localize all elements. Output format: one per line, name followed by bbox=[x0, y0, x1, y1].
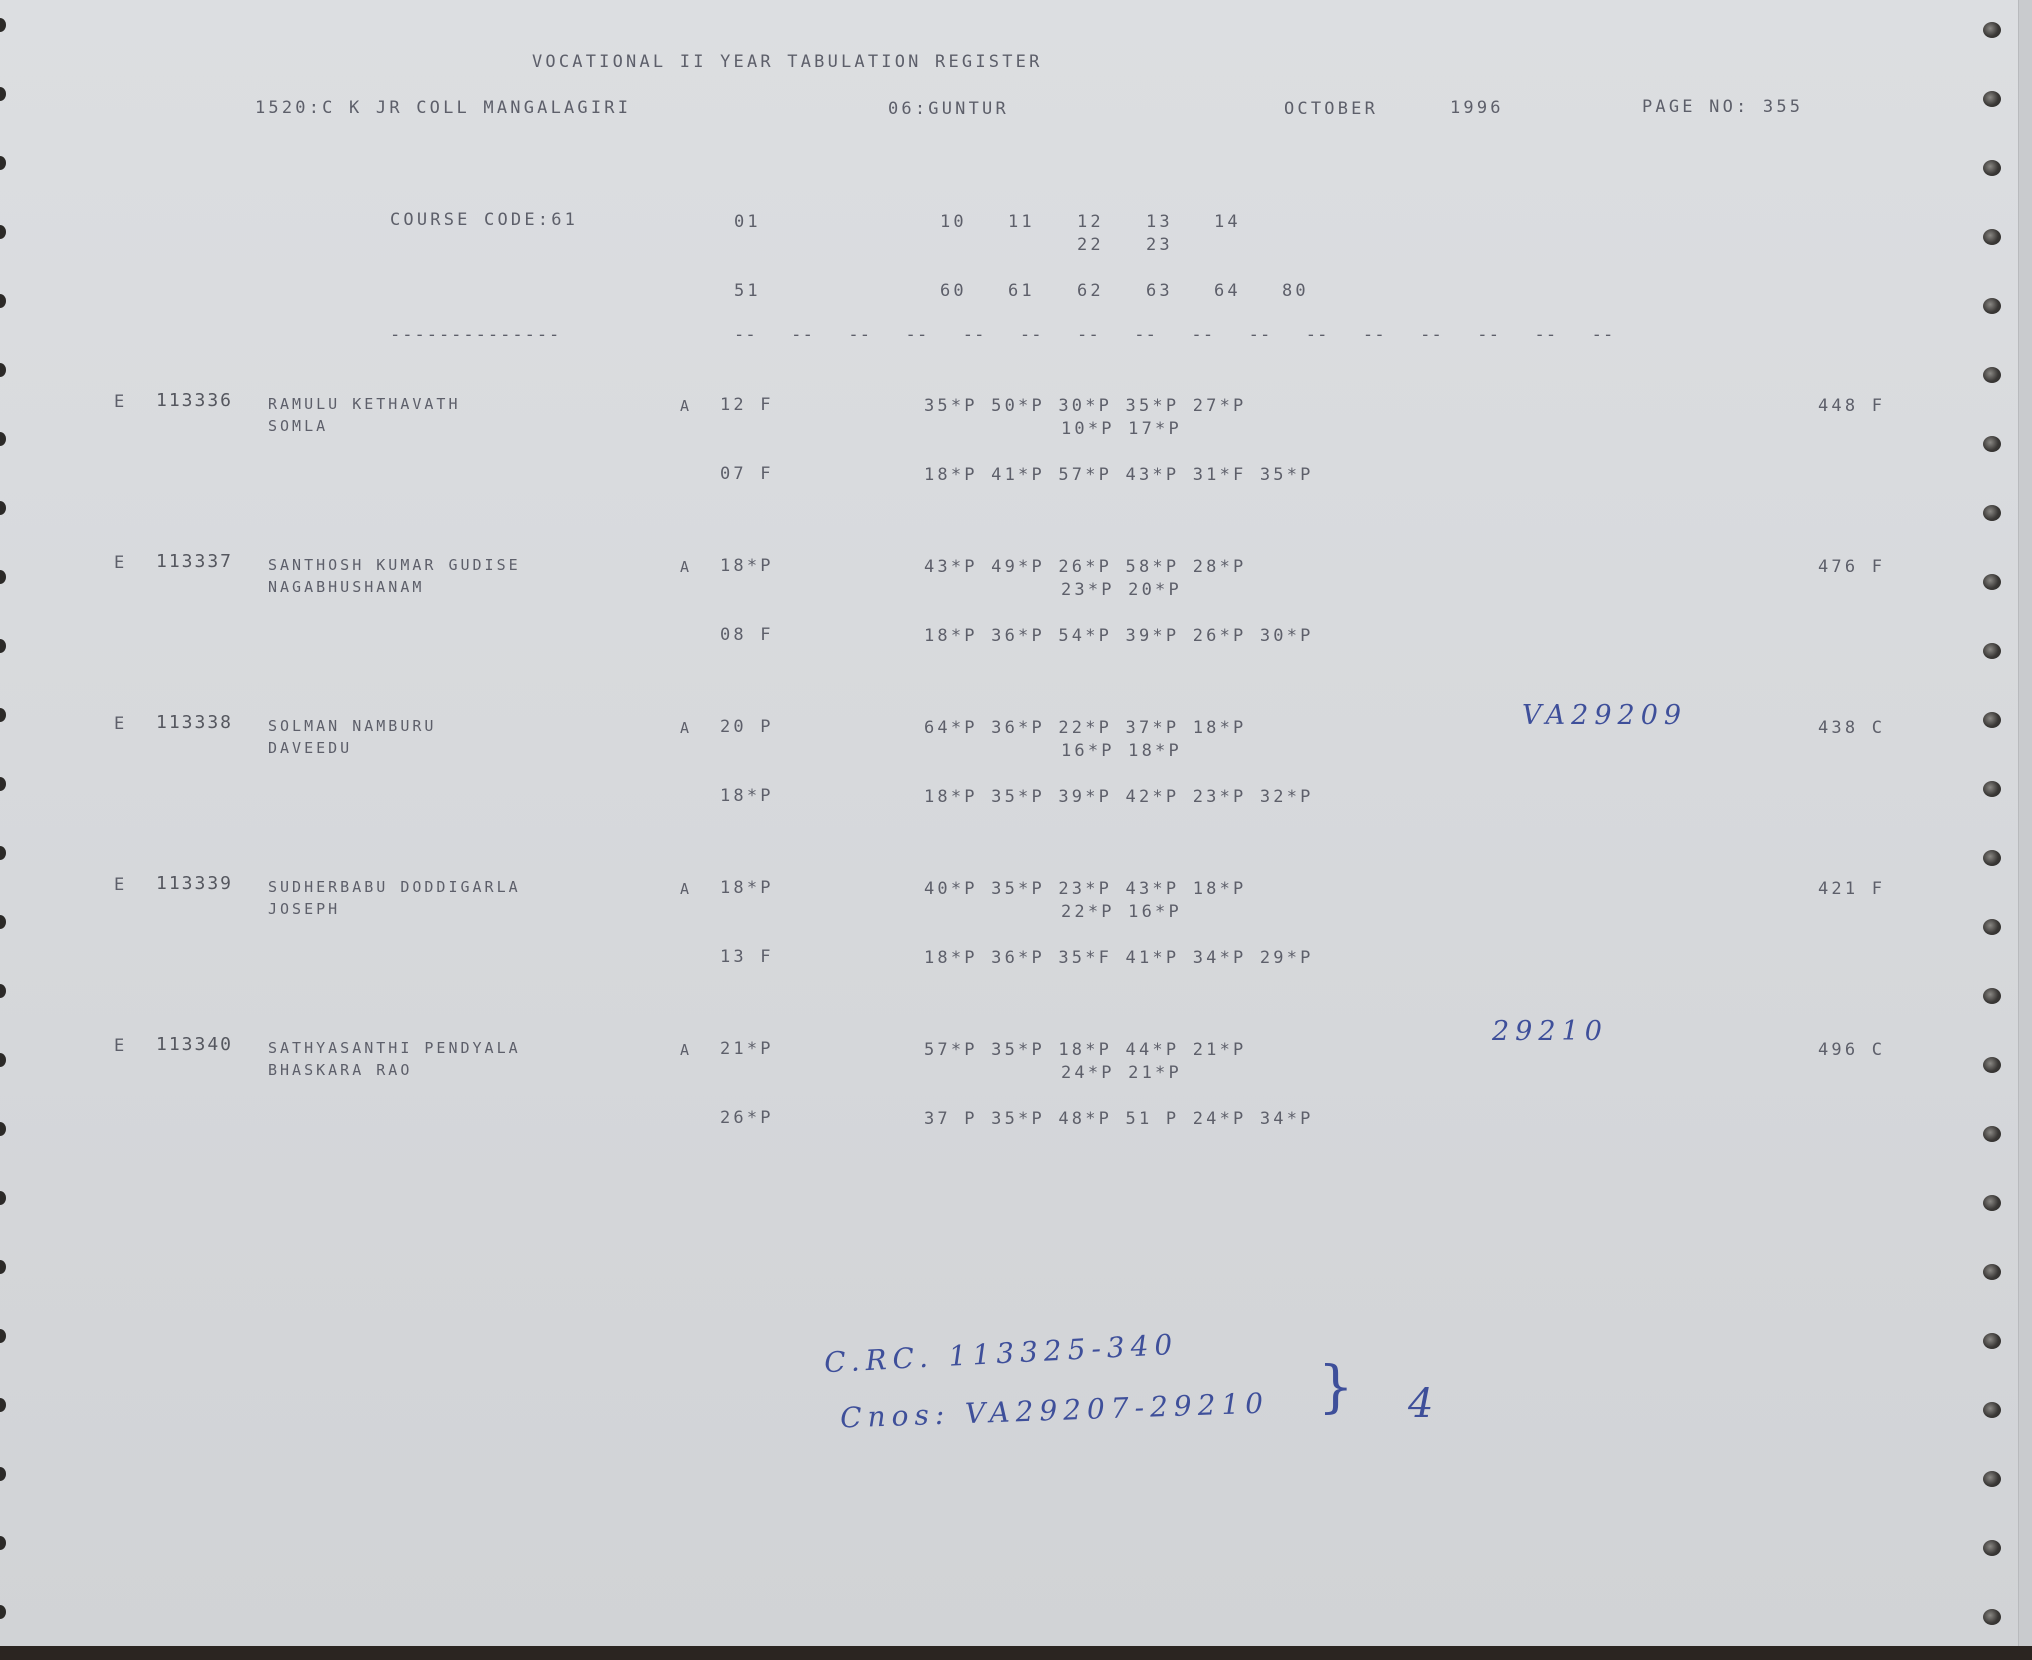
column-dashes: -- -- -- -- -- -- -- -- -- -- -- -- -- -- -- -- bbox=[734, 325, 1615, 345]
category-code: E bbox=[114, 553, 128, 573]
tractor-feed-holes bbox=[1975, 0, 2015, 1648]
perforation-hole bbox=[0, 1122, 6, 1136]
tractor-hole bbox=[1983, 1057, 2001, 1073]
subject-code: 64 bbox=[1214, 281, 1241, 301]
student-name: SOLMAN NAMBURU bbox=[268, 717, 437, 735]
marks-row: 10*P 17*P bbox=[1061, 419, 1182, 439]
category-code: E bbox=[114, 392, 128, 412]
marks-row: 18*P 36*P 35*F 41*P 34*P 29*P bbox=[924, 948, 1314, 968]
handwritten-note: 29210 bbox=[1492, 1016, 1608, 1047]
marks-row: 18*P 41*P 57*P 43*P 31*F 35*P bbox=[924, 465, 1314, 485]
marks-row: 18*P 36*P 54*P 39*P 26*P 30*P bbox=[924, 626, 1314, 646]
perforation-hole bbox=[0, 225, 6, 239]
marks-row: 16*P 18*P bbox=[1061, 741, 1182, 761]
subject-mark: 18*P bbox=[720, 556, 774, 576]
marks-row: 18*P 35*P 39*P 42*P 23*P 32*P bbox=[924, 787, 1314, 807]
tractor-hole bbox=[1983, 1402, 2001, 1418]
tractor-hole bbox=[1983, 781, 2001, 797]
subject-mark: 21*P bbox=[720, 1039, 774, 1059]
page-shadow bbox=[0, 1646, 2032, 1660]
course-underline: -------------- bbox=[390, 325, 562, 345]
perforation-hole bbox=[0, 1260, 6, 1274]
perforation-hole bbox=[0, 1191, 6, 1205]
total-result: 421 F bbox=[1818, 879, 1886, 899]
tractor-hole bbox=[1983, 643, 2001, 659]
perforation-hole bbox=[0, 708, 6, 722]
marks-row: 23*P 20*P bbox=[1061, 580, 1182, 600]
subject-mark: 18*P bbox=[720, 878, 774, 898]
tractor-hole bbox=[1983, 1264, 2001, 1280]
subject-code: 14 bbox=[1214, 212, 1241, 232]
parent-name: BHASKARA RAO bbox=[268, 1061, 413, 1079]
perforation-hole bbox=[0, 639, 6, 653]
subject-code: 11 bbox=[1008, 212, 1035, 232]
tractor-hole bbox=[1983, 91, 2001, 107]
tractor-hole bbox=[1983, 850, 2001, 866]
perforation-hole bbox=[0, 570, 6, 584]
marks-row: 40*P 35*P 23*P 43*P 18*P bbox=[924, 879, 1247, 899]
subject-mark: 08 F bbox=[720, 625, 774, 645]
subject-code: 62 bbox=[1077, 281, 1104, 301]
category-code: E bbox=[114, 1036, 128, 1056]
exam-month: OCTOBER bbox=[1284, 99, 1379, 119]
roll-number: 113336 bbox=[156, 390, 234, 411]
subject-code: 60 bbox=[940, 281, 967, 301]
marks-row: 64*P 36*P 22*P 37*P 18*P bbox=[924, 718, 1247, 738]
tractor-hole bbox=[1983, 1333, 2001, 1349]
student-name: SANTHOSH KUMAR GUDISE bbox=[268, 556, 521, 574]
subject-mark: 07 F bbox=[720, 464, 774, 484]
parent-name: SOMLA bbox=[268, 417, 329, 435]
handwritten-certificate-note: Cnos: VA29207-29210 bbox=[839, 1386, 1270, 1435]
perforation-hole bbox=[0, 18, 6, 32]
perforation-hole bbox=[0, 984, 6, 998]
register-title: VOCATIONAL II YEAR TABULATION REGISTER bbox=[532, 52, 1043, 72]
perforation-hole bbox=[0, 1467, 6, 1481]
marks-row: 43*P 49*P 26*P 58*P 28*P bbox=[924, 557, 1247, 577]
subject-code: 80 bbox=[1282, 281, 1309, 301]
tractor-hole bbox=[1983, 1195, 2001, 1211]
subject-code: 23 bbox=[1146, 235, 1173, 255]
tractor-hole bbox=[1983, 712, 2001, 728]
subject-code: 63 bbox=[1146, 281, 1173, 301]
total-result: 448 F bbox=[1818, 396, 1886, 416]
group-code: A bbox=[680, 880, 693, 898]
perforation-hole bbox=[0, 1053, 6, 1067]
perforation-hole bbox=[0, 915, 6, 929]
tractor-hole bbox=[1983, 160, 2001, 176]
tractor-hole bbox=[1983, 574, 2001, 590]
subject-code: 61 bbox=[1008, 281, 1035, 301]
subject-mark: 12 F bbox=[720, 395, 774, 415]
subject-code: 22 bbox=[1077, 235, 1104, 255]
student-name: SUDHERBABU DODDIGARLA bbox=[268, 878, 521, 896]
district-name: 06:GUNTUR bbox=[888, 99, 1009, 119]
tractor-hole bbox=[1983, 1609, 2001, 1625]
subject-code: 10 bbox=[940, 212, 967, 232]
perforation-hole bbox=[0, 1605, 6, 1619]
handwritten-note: VA29209 bbox=[1522, 700, 1688, 731]
tractor-hole bbox=[1983, 988, 2001, 1004]
student-name: SATHYASANTHI PENDYALA bbox=[268, 1039, 521, 1057]
total-result: 496 C bbox=[1818, 1040, 1886, 1060]
tractor-hole bbox=[1983, 229, 2001, 245]
perforation-hole bbox=[0, 156, 6, 170]
group-code: A bbox=[680, 719, 693, 737]
group-code: A bbox=[680, 558, 693, 576]
group-code: A bbox=[680, 1041, 693, 1059]
perforation-hole bbox=[0, 432, 6, 446]
roll-number: 113337 bbox=[156, 551, 234, 572]
subject-mark: 20 P bbox=[720, 717, 774, 737]
subject-code: 01 bbox=[734, 212, 761, 232]
parent-name: NAGABHUSHANAM bbox=[268, 578, 425, 596]
perforation-hole bbox=[0, 501, 6, 515]
course-code: COURSE CODE:61 bbox=[390, 210, 579, 230]
tractor-hole bbox=[1983, 1126, 2001, 1142]
page-number: PAGE NO: 355 bbox=[1642, 97, 1804, 117]
parent-name: JOSEPH bbox=[268, 900, 341, 918]
paper-edge bbox=[2018, 0, 2032, 1648]
perforation-hole bbox=[0, 1398, 6, 1412]
parent-name: DAVEEDU bbox=[268, 739, 353, 757]
marks-row: 35*P 50*P 30*P 35*P 27*P bbox=[924, 396, 1247, 416]
handwritten-count: 4 bbox=[1408, 1381, 1440, 1427]
perforation-hole bbox=[0, 294, 6, 308]
tractor-hole bbox=[1983, 1471, 2001, 1487]
perforation-hole bbox=[0, 1329, 6, 1343]
perforation-hole bbox=[0, 1536, 6, 1550]
subject-mark: 18*P bbox=[720, 786, 774, 806]
perforation-hole bbox=[0, 87, 6, 101]
subject-code: 13 bbox=[1146, 212, 1173, 232]
subject-mark: 13 F bbox=[720, 947, 774, 967]
tractor-hole bbox=[1983, 436, 2001, 452]
tractor-hole bbox=[1983, 22, 2001, 38]
roll-number: 113339 bbox=[156, 873, 234, 894]
student-name: RAMULU KETHAVATH bbox=[268, 395, 461, 413]
total-result: 438 C bbox=[1818, 718, 1886, 738]
tractor-hole bbox=[1983, 1540, 2001, 1556]
tractor-hole bbox=[1983, 298, 2001, 314]
group-code: A bbox=[680, 397, 693, 415]
perforation-hole bbox=[0, 363, 6, 377]
marks-row: 22*P 16*P bbox=[1061, 902, 1182, 922]
tractor-hole bbox=[1983, 505, 2001, 521]
roll-number: 113338 bbox=[156, 712, 234, 733]
subject-code: 51 bbox=[734, 281, 761, 301]
tractor-hole bbox=[1983, 919, 2001, 935]
roll-number: 113340 bbox=[156, 1034, 234, 1055]
subject-mark: 26*P bbox=[720, 1108, 774, 1128]
perforation-hole bbox=[0, 846, 6, 860]
marks-row: 37 P 35*P 48*P 51 P 24*P 34*P bbox=[924, 1109, 1314, 1129]
tractor-hole bbox=[1983, 367, 2001, 383]
left-perforation bbox=[0, 0, 20, 1648]
handwritten-brace: } bbox=[1318, 1355, 1360, 1420]
total-result: 476 F bbox=[1818, 557, 1886, 577]
handwritten-range-note: C.RC. 113325-340 bbox=[823, 1327, 1180, 1380]
perforation-hole bbox=[0, 777, 6, 791]
marks-row: 57*P 35*P 18*P 44*P 21*P bbox=[924, 1040, 1247, 1060]
category-code: E bbox=[114, 714, 128, 734]
category-code: E bbox=[114, 875, 128, 895]
subject-code: 12 bbox=[1077, 212, 1104, 232]
exam-year: 1996 bbox=[1450, 98, 1504, 118]
college-name: 1520:C K JR COLL MANGALAGIRI bbox=[255, 98, 632, 118]
marks-row: 24*P 21*P bbox=[1061, 1063, 1182, 1083]
